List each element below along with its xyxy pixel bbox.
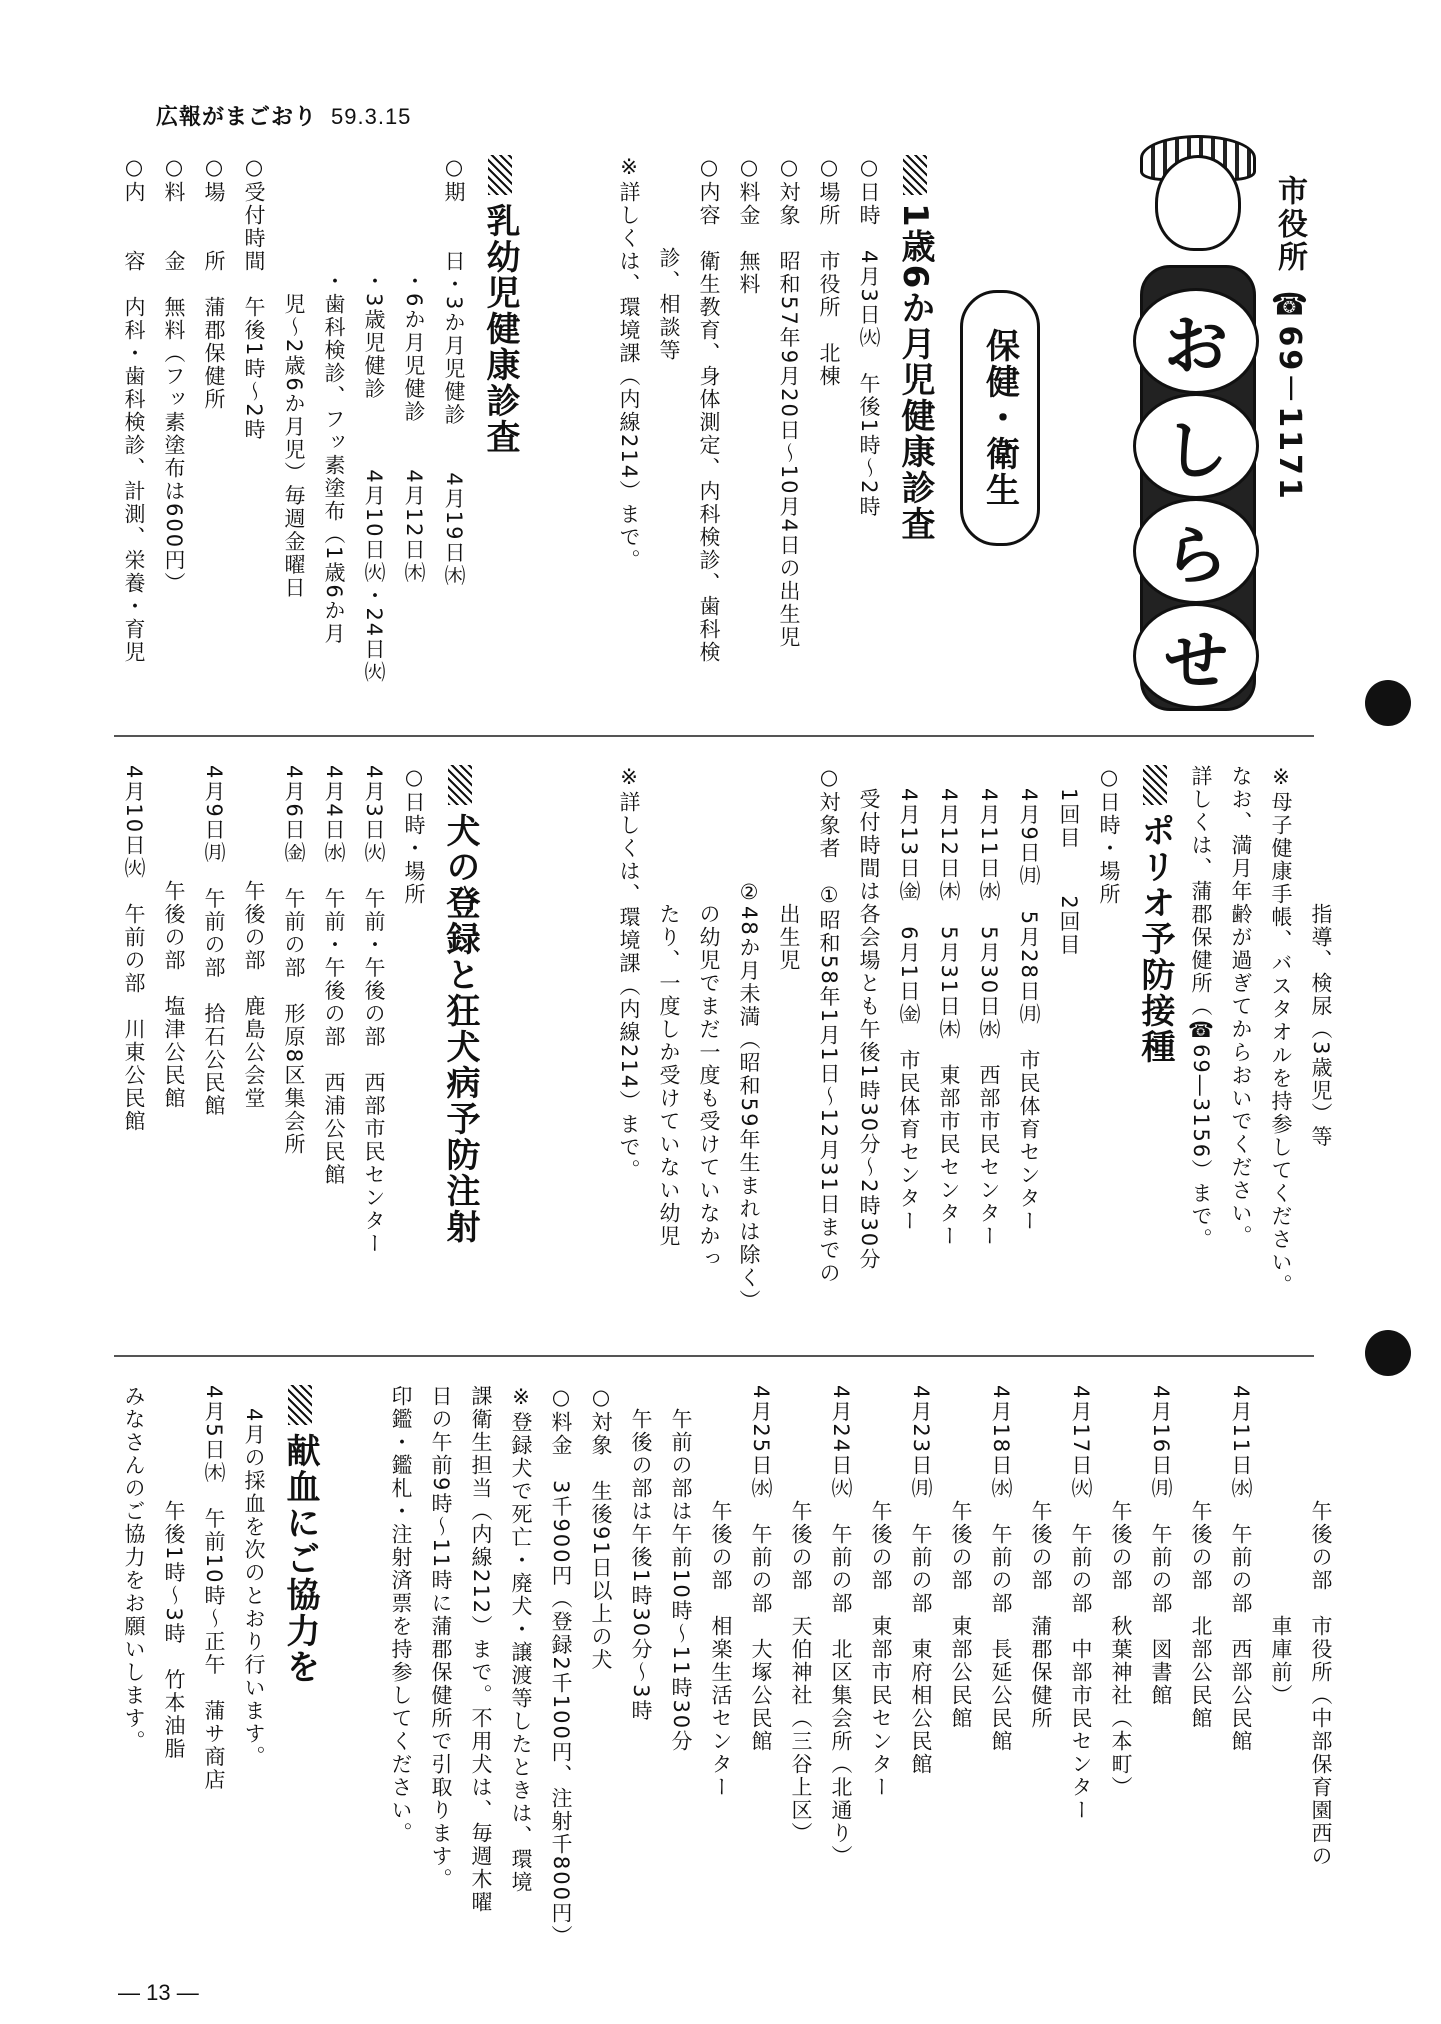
info-line: 4月9日㈪ 午前の部 拾石公民館 [202, 765, 226, 1118]
info-line: ○日時 4月3日㈫ 午後1時〜2時 [857, 155, 881, 519]
section-title: ポリオ予防接種 [1129, 765, 1181, 1312]
section-title: 犬の登録と狂犬病予防注射 [434, 765, 486, 1256]
info-line: ※母子健康手帳、バスタオルを持参してください。 [1269, 765, 1293, 1297]
info-line: ○日時・場所 [1097, 765, 1121, 906]
info-line: 午後の部 蒲郡保健所 [1029, 1385, 1053, 1730]
info-line: 4月17日㈫ 午前の部 中部市民センター [1069, 1385, 1093, 1823]
info-line: 1回目 2回目 [1057, 765, 1081, 957]
info-line: ○受付時間 午後1時〜2時 [242, 155, 266, 442]
hatch-icon [448, 765, 472, 805]
info-line: 午前の部は午前10時〜11時30分 [669, 1385, 693, 1754]
section-dog-registration [114, 765, 486, 1256]
banner-char-2: し [1133, 393, 1259, 499]
section-divider [114, 1355, 1314, 1357]
info-line: 車庫前） [1269, 1385, 1293, 1707]
info-line: ○対象 生後91日以上の犬 [589, 1385, 613, 1672]
info-line: 印鑑・鑑札・注射済票を持参してください。 [389, 1385, 413, 1845]
info-line: 4月11日㈬ 午前の部 西部公民館 [1229, 1385, 1253, 1754]
hatch-icon [288, 1385, 312, 1425]
info-line: 4月10日㈫ 午前の部 川東公民館 [122, 765, 146, 1134]
info-line: 4月23日㈪ 午前の部 東府相公民館 [909, 1385, 933, 1777]
oshirase-banner [1080, 155, 1315, 699]
info-line: 指導、検尿（3歳児）等 [1309, 765, 1333, 1149]
info-line: 午後の部 東部公民館 [949, 1385, 973, 1730]
info-line: 4月12日㈭ 5月31日㈭ 東部市民センター [937, 765, 961, 1249]
info-line: ※詳しくは、環境課（内線214）まで。 [617, 765, 641, 1183]
info-line: 午後の部 北部公民館 [1189, 1385, 1213, 1730]
category-label: 保健・衛生 [960, 290, 1040, 546]
issue-date: 59.3.15 [331, 104, 412, 129]
info-line: 4月18日㈬ 午前の部 長延公民館 [989, 1385, 1013, 1754]
info-line: 午後の部 鹿島公会堂 [242, 765, 266, 1110]
info-line: ○内 容 内科・歯科検診、計測、栄養・育児 [122, 155, 146, 664]
binding-hole-icon [1365, 1330, 1411, 1376]
info-line: 4月24日㈫ 午前の部 北区集会所（北通り） [829, 1385, 853, 1869]
section-polio-vaccination [609, 765, 1341, 1312]
info-line: 児〜2歳6か月児）毎週金曜日 [282, 155, 306, 600]
info-line: ○料金 3千900円（登録2千100円、注射千800円） [549, 1385, 573, 1948]
info-line: 受付時間は各会場とも午後1時30分〜2時30分 [857, 765, 881, 1272]
info-line: ○日時・場所 [402, 765, 426, 906]
section-divider [114, 735, 1314, 737]
info-line: 4月25日㈬ 午前の部 大塚公民館 [749, 1385, 773, 1754]
info-line: ※登録犬で死亡・廃犬・譲渡等したときは、環境 [509, 1385, 533, 1894]
info-line: の幼児でまだ一度も受けていなかっ [697, 765, 721, 1271]
info-line: ○内容 衛生教育、身体測定、内科検診、歯科検 [697, 155, 721, 664]
banner-char-3: ら [1133, 498, 1259, 604]
info-line: みなさんのご協力をお願いします。 [122, 1385, 146, 1753]
hatch-icon [1143, 765, 1167, 805]
info-line: ・6か月児健診 4月12日㈭ [402, 155, 426, 585]
info-line: 午後の部 天伯神社（三谷上区） [789, 1385, 813, 1845]
info-line: ・歯科検診、フッ素塗布（1歳6か月 [322, 155, 346, 646]
binding-hole-icon [1365, 680, 1411, 726]
section-infant-checkup [114, 155, 526, 684]
info-line: 4月9日㈪ 5月28日㈪ 市民体育センター [1017, 765, 1041, 1233]
info-line: 午後1時〜3時 竹本油脂 [162, 1385, 186, 1761]
banner-phone: ☎69－1171 [1272, 287, 1307, 502]
info-line: 4月6日㈮ 午前の部 形原8区集会所 [282, 765, 306, 1157]
info-line: ○対象 昭和57年9月20日〜10月4日の出生児 [777, 155, 801, 649]
info-line: 午後の部 塩津公民館 [162, 765, 186, 1110]
info-line: ○場 所 蒲郡保健所 [202, 155, 226, 411]
info-line: 4月5日㈭ 午前10時〜正午 蒲サ商店 [202, 1385, 226, 1792]
info-line: ※詳しくは、環境課（内線214）まで。 [617, 155, 641, 573]
info-line: ○料金 無料 [737, 155, 761, 296]
info-line: なお、満月年齢が過ぎてからおいでください。 [1229, 765, 1253, 1248]
info-line: 4月13日㈮ 6月1日㈮ 市民体育センター [897, 765, 921, 1233]
banner-char-1: お [1133, 288, 1259, 394]
info-line: 午後の部 相楽生活センター [709, 1385, 733, 1799]
banner-char-4: せ [1133, 603, 1259, 709]
info-line: 午後の部 東部市民センター [869, 1385, 893, 1799]
section-dog-registration-continued [381, 1385, 1341, 1948]
info-line: ○期 日・3か月児健診 4月19日㈭ [442, 155, 466, 588]
info-line: 診、相談等 [657, 155, 681, 362]
info-line: 午後の部 市役所（中部保育園西の [1309, 1385, 1333, 1868]
section-title: 乳幼児健康診査 [474, 155, 526, 684]
info-line: ○対象者 ①昭和58年1月1日〜12月31日までの [817, 765, 841, 1285]
info-line: 日の午前9時〜11時に蒲郡保健所で引取ります。 [429, 1385, 453, 1892]
info-line: ○料 金 無料（フッ素塗布は600円） [162, 155, 186, 596]
section-title: 1歳6か月児健康診査 [889, 155, 941, 664]
info-line: ○場所 市役所 北棟 [817, 155, 841, 388]
info-line: たり、一度しか受けていない幼児 [657, 765, 681, 1248]
info-line: 4月3日㈫ 午前・午後の部 西部市民センター [362, 765, 386, 1256]
info-line: 4月16日㈪ 午前の部 図書館 [1149, 1385, 1173, 1708]
newsletter-header [156, 100, 411, 131]
info-line: 午後の部 秋葉神社（本町） [1109, 1385, 1133, 1799]
newsletter-title: 広報がまごおり [156, 105, 318, 130]
info-line: 課衛生担当（内線212）まで。不用犬は、毎週木曜 [469, 1385, 493, 1915]
info-line: 詳しくは、蒲郡保健所（☎69―3156）まで。 [1189, 765, 1213, 1252]
info-line: 4月11日㈬ 5月30日㈬ 西部市民センター [977, 765, 1001, 1249]
hatch-icon [903, 155, 927, 195]
section-title: 献血にご協力を [274, 1385, 326, 1791]
info-line: ②48か月未満（昭和59年生まれは除く） [737, 765, 761, 1313]
banner-scroll [1140, 265, 1256, 711]
info-line: ・3歳児健診 4月10日㈫・24日㈫ [362, 155, 386, 685]
info-line: 午後の部は午後1時30分〜3時 [629, 1385, 653, 1723]
banner-contact [1269, 175, 1309, 502]
page-number: — 13 — [118, 1980, 199, 2005]
clown-face-icon [1155, 155, 1241, 251]
info-line: 出生児 [777, 765, 801, 972]
info-line: 4月4日㈬ 午前・午後の部 西浦公民館 [322, 765, 346, 1187]
hatch-icon [488, 155, 512, 195]
section-blood-donation [114, 1385, 326, 1791]
info-line: 4月の採血を次のとおり行います。 [242, 1385, 266, 1769]
section-18-month-checkup [609, 155, 941, 664]
banner-place: 市役所 [1272, 175, 1307, 274]
